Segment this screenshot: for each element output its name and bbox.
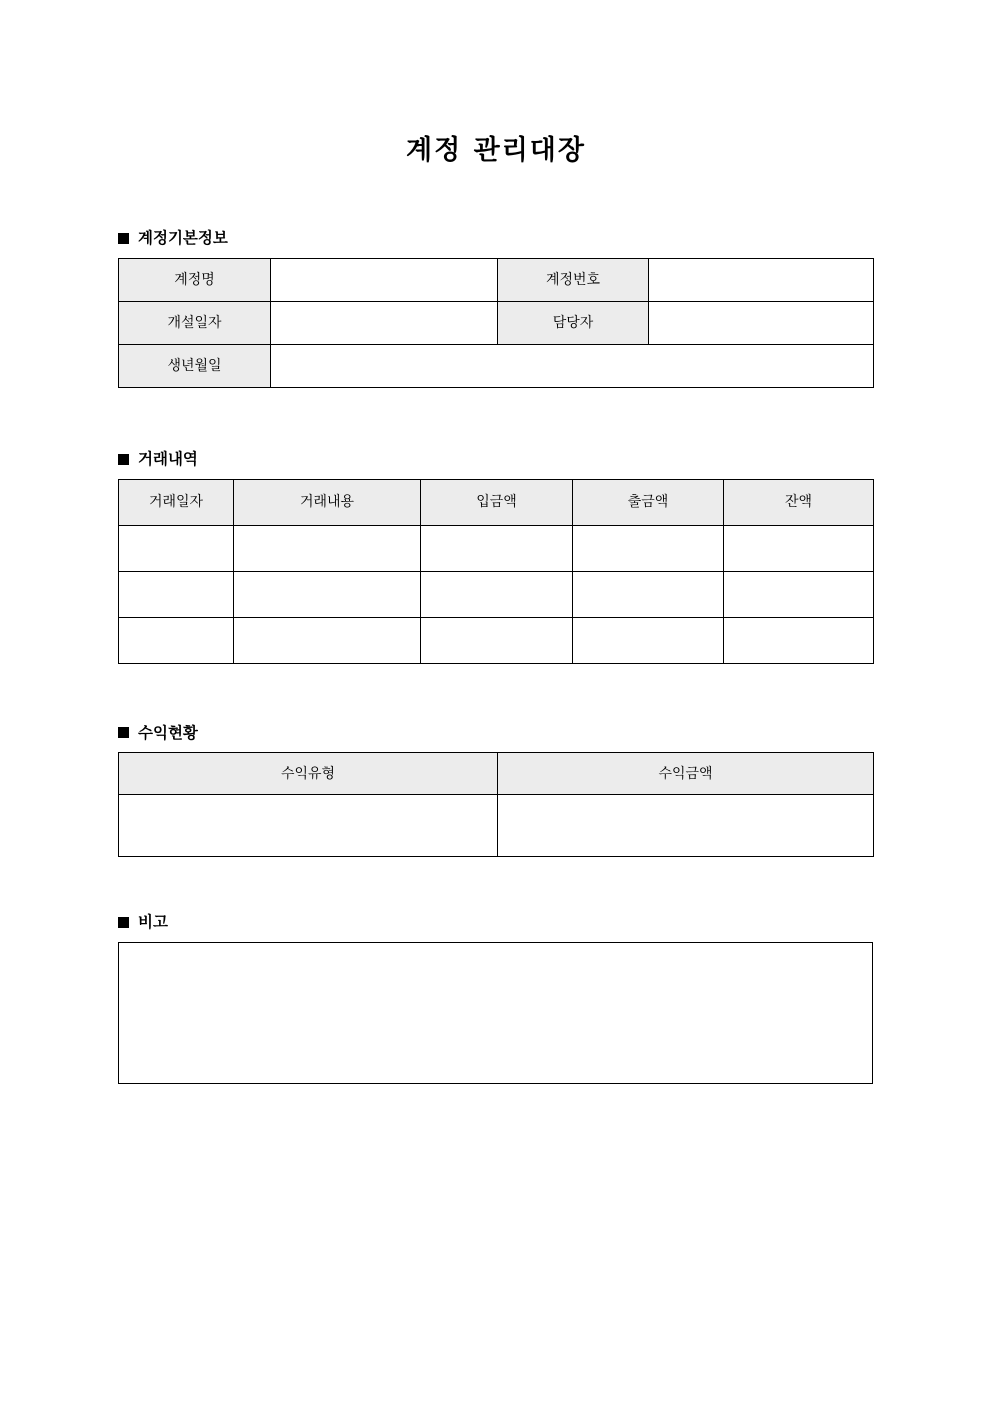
square-bullet-icon (118, 454, 129, 465)
table-header-row (119, 479, 874, 525)
column-header-revenue-type: 수익유형 (119, 753, 498, 795)
cell-withdrawal-amount[interactable] (573, 525, 724, 571)
section-heading-remarks (0, 913, 992, 932)
square-bullet-icon (118, 233, 129, 244)
cell-balance[interactable] (724, 617, 874, 663)
table-row (119, 617, 874, 663)
cell-balance[interactable] (724, 571, 874, 617)
cell-deposit-amount[interactable] (421, 617, 573, 663)
column-header-balance: 잔액 (724, 479, 874, 525)
cell-transaction-date[interactable] (119, 525, 234, 571)
spacer-section-2 (0, 664, 992, 724)
column-header-withdrawal-amount: 출금액 (573, 479, 724, 525)
basic-info-table (118, 258, 874, 388)
section-heading-label: 비고 (138, 913, 168, 932)
spacer-section-1 (0, 388, 992, 450)
transactions-table (118, 479, 874, 664)
label-birth-date: 생년월일 (119, 344, 271, 387)
spacer-section-3 (0, 857, 992, 913)
table-row (119, 795, 874, 857)
cell-revenue-amount[interactable] (498, 795, 874, 857)
label-manager: 담당자 (498, 301, 649, 344)
cell-withdrawal-amount[interactable] (573, 571, 724, 617)
section-heading-basic-info (0, 229, 992, 248)
table-row (119, 258, 874, 301)
square-bullet-icon (118, 727, 129, 738)
field-opening-date[interactable] (271, 301, 498, 344)
section-heading-label: 계정기본정보 (138, 229, 228, 248)
table-row (119, 571, 874, 617)
transactions-table-wrapper (0, 479, 992, 664)
section-remarks (0, 913, 992, 1084)
column-header-transaction-date: 거래일자 (119, 479, 234, 525)
cell-revenue-type[interactable] (119, 795, 498, 857)
table-row (119, 301, 874, 344)
revenue-table (118, 752, 874, 857)
label-account-number: 계정번호 (498, 258, 649, 301)
cell-balance[interactable] (724, 525, 874, 571)
field-account-name[interactable] (271, 258, 498, 301)
table-row (119, 344, 874, 387)
cell-deposit-amount[interactable] (421, 571, 573, 617)
section-heading-label: 거래내역 (138, 449, 198, 468)
cell-transaction-date[interactable] (119, 617, 234, 663)
page-title: 계정 관리대장 (406, 135, 586, 166)
column-header-deposit-amount: 입금액 (421, 479, 573, 525)
section-heading-transactions (0, 450, 992, 469)
section-transactions (0, 450, 992, 664)
cell-transaction-date[interactable] (119, 571, 234, 617)
remarks-wrapper (0, 942, 992, 1084)
table-header-row (119, 753, 874, 795)
cell-transaction-detail[interactable] (234, 617, 421, 663)
basic-info-table-wrapper (0, 258, 992, 388)
field-birth-date[interactable] (271, 344, 874, 387)
cell-withdrawal-amount[interactable] (573, 617, 724, 663)
table-row (119, 525, 874, 571)
column-header-transaction-detail: 거래내용 (234, 479, 421, 525)
square-bullet-icon (118, 917, 129, 928)
section-basic-info (0, 229, 992, 388)
section-heading-label: 수익현황 (138, 723, 198, 742)
cell-deposit-amount[interactable] (421, 525, 573, 571)
column-header-revenue-amount: 수익금액 (498, 753, 874, 795)
label-account-name: 계정명 (119, 258, 271, 301)
cell-transaction-detail[interactable] (234, 525, 421, 571)
revenue-table-wrapper (0, 752, 992, 857)
section-revenue (0, 724, 992, 858)
field-manager[interactable] (649, 301, 874, 344)
label-opening-date: 개설일자 (119, 301, 271, 344)
section-heading-revenue (0, 724, 992, 743)
cell-transaction-detail[interactable] (234, 571, 421, 617)
spacer-after-title (0, 167, 992, 229)
remarks-textarea[interactable] (118, 942, 873, 1084)
field-account-number[interactable] (649, 258, 874, 301)
